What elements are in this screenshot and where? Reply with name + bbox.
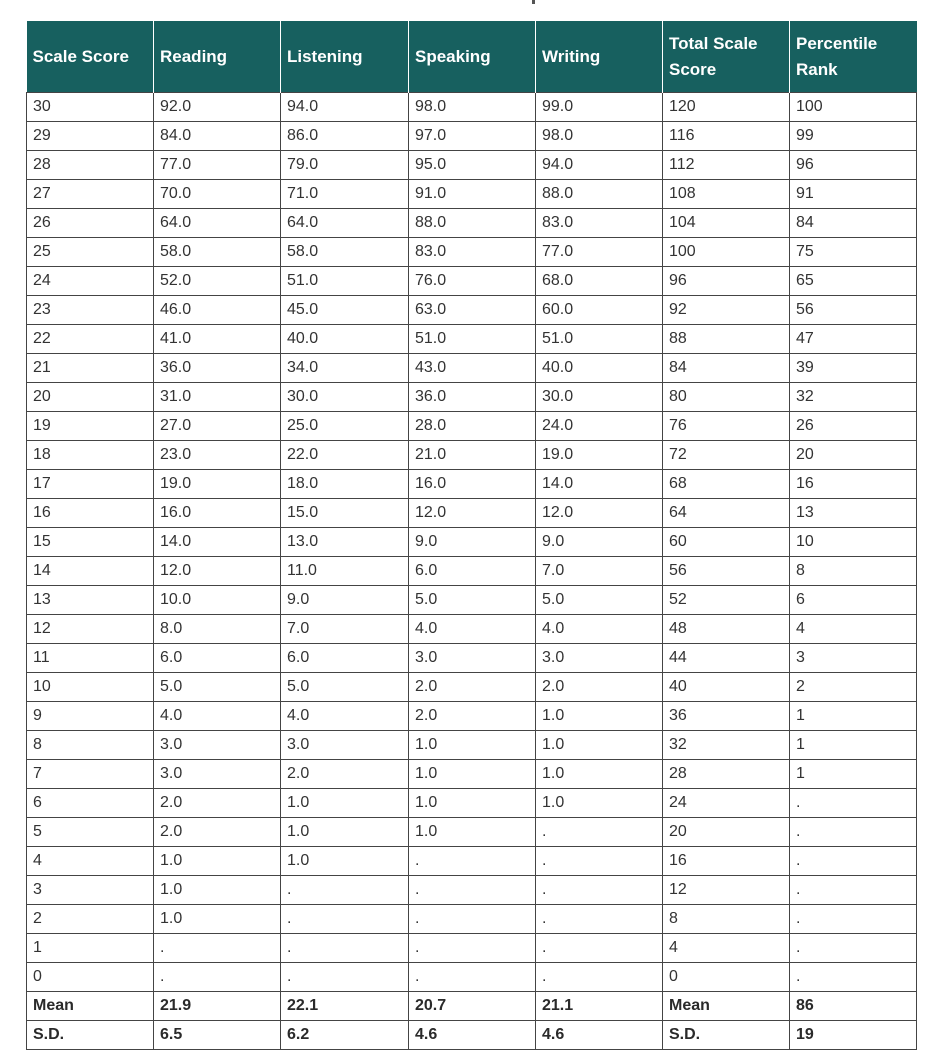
cell-writing: . bbox=[536, 847, 663, 876]
table-row bbox=[27, 412, 917, 441]
cell-writing: 3.0 bbox=[536, 644, 663, 673]
cell-speaking: 1.0 bbox=[409, 789, 536, 818]
cell-listening: 40.0 bbox=[281, 325, 409, 354]
cell-scale-score: 12 bbox=[27, 615, 154, 644]
cell-scale-score: 4 bbox=[27, 847, 154, 876]
cell-listening: 22.0 bbox=[281, 441, 409, 470]
cell-listening: 1.0 bbox=[281, 789, 409, 818]
cell-reading: 1.0 bbox=[154, 876, 281, 905]
cell-percentile-rank: 84 bbox=[790, 209, 917, 238]
table-row bbox=[27, 934, 917, 963]
cell-listening: 51.0 bbox=[281, 267, 409, 296]
cell-scale-score: 1 bbox=[27, 934, 154, 963]
cell-reading: 52.0 bbox=[154, 267, 281, 296]
summary-cell-speaking: 20.7 bbox=[409, 992, 536, 1021]
table-row bbox=[27, 557, 917, 586]
cell-scale-score: 22 bbox=[27, 325, 154, 354]
cell-percentile-rank: 91 bbox=[790, 180, 917, 209]
cell-reading: 14.0 bbox=[154, 528, 281, 557]
cell-reading: 1.0 bbox=[154, 905, 281, 934]
summary-cell-writing: 4.6 bbox=[536, 1021, 663, 1050]
cell-scale-score: 0 bbox=[27, 963, 154, 992]
cell-listening: 2.0 bbox=[281, 760, 409, 789]
summary-cell-writing: 21.1 bbox=[536, 992, 663, 1021]
cell-percentile-rank: 26 bbox=[790, 412, 917, 441]
cell-percentile-rank: 56 bbox=[790, 296, 917, 325]
cell-scale-score: 13 bbox=[27, 586, 154, 615]
cell-scale-score: 5 bbox=[27, 818, 154, 847]
table-row bbox=[27, 325, 917, 354]
cell-total-scale-score: 60 bbox=[663, 528, 790, 557]
cell-total-scale-score: 88 bbox=[663, 325, 790, 354]
cell-writing: 77.0 bbox=[536, 238, 663, 267]
cell-writing: 94.0 bbox=[536, 151, 663, 180]
cell-percentile-rank: . bbox=[790, 905, 917, 934]
table-row bbox=[27, 209, 917, 238]
cell-scale-score: 20 bbox=[27, 383, 154, 412]
cell-percentile-rank: 65 bbox=[790, 267, 917, 296]
cell-speaking: 4.0 bbox=[409, 615, 536, 644]
cell-reading: 12.0 bbox=[154, 557, 281, 586]
cell-percentile-rank: 32 bbox=[790, 383, 917, 412]
cell-reading: 58.0 bbox=[154, 238, 281, 267]
cell-scale-score: 21 bbox=[27, 354, 154, 383]
cell-percentile-rank: 13 bbox=[790, 499, 917, 528]
table-row bbox=[27, 586, 917, 615]
cell-total-scale-score: 40 bbox=[663, 673, 790, 702]
cell-speaking: 21.0 bbox=[409, 441, 536, 470]
cell-total-scale-score: 48 bbox=[663, 615, 790, 644]
table-row bbox=[27, 383, 917, 412]
table-row bbox=[27, 470, 917, 499]
cell-reading: 77.0 bbox=[154, 151, 281, 180]
cell-speaking: 83.0 bbox=[409, 238, 536, 267]
cell-reading: 31.0 bbox=[154, 383, 281, 412]
cell-total-scale-score: 72 bbox=[663, 441, 790, 470]
cell-total-scale-score: 120 bbox=[663, 93, 790, 122]
cell-total-scale-score: 8 bbox=[663, 905, 790, 934]
header-row bbox=[27, 21, 917, 93]
table-row bbox=[27, 876, 917, 905]
cell-listening: . bbox=[281, 934, 409, 963]
cell-total-scale-score: 36 bbox=[663, 702, 790, 731]
cell-writing: 12.0 bbox=[536, 499, 663, 528]
cell-reading: 5.0 bbox=[154, 673, 281, 702]
cell-writing: 2.0 bbox=[536, 673, 663, 702]
cell-listening: 1.0 bbox=[281, 818, 409, 847]
cell-writing: 51.0 bbox=[536, 325, 663, 354]
summary-row-sd bbox=[27, 1021, 917, 1050]
cell-scale-score: 2 bbox=[27, 905, 154, 934]
cell-reading: 46.0 bbox=[154, 296, 281, 325]
cell-scale-score: 10 bbox=[27, 673, 154, 702]
cell-percentile-rank: 99 bbox=[790, 122, 917, 151]
cell-scale-score: 23 bbox=[27, 296, 154, 325]
cell-listening: 25.0 bbox=[281, 412, 409, 441]
table-row bbox=[27, 528, 917, 557]
cell-writing: . bbox=[536, 934, 663, 963]
cell-total-scale-score: 32 bbox=[663, 731, 790, 760]
cell-writing: 99.0 bbox=[536, 93, 663, 122]
cell-speaking: 9.0 bbox=[409, 528, 536, 557]
cell-listening: 5.0 bbox=[281, 673, 409, 702]
table-row bbox=[27, 673, 917, 702]
cell-total-scale-score: 96 bbox=[663, 267, 790, 296]
cell-reading: 36.0 bbox=[154, 354, 281, 383]
cell-speaking: 1.0 bbox=[409, 731, 536, 760]
cell-speaking: 51.0 bbox=[409, 325, 536, 354]
cell-listening: 7.0 bbox=[281, 615, 409, 644]
cell-writing: 1.0 bbox=[536, 789, 663, 818]
cell-reading: 19.0 bbox=[154, 470, 281, 499]
table-row bbox=[27, 122, 917, 151]
cell-total-scale-score: 116 bbox=[663, 122, 790, 151]
cell-percentile-rank: 4 bbox=[790, 615, 917, 644]
cell-listening: 71.0 bbox=[281, 180, 409, 209]
summary-cell-reading: 21.9 bbox=[154, 992, 281, 1021]
summary-cell-scale-score: S.D. bbox=[27, 1021, 154, 1050]
table-row bbox=[27, 702, 917, 731]
cell-speaking: . bbox=[409, 934, 536, 963]
cell-reading: 2.0 bbox=[154, 818, 281, 847]
cell-writing: 19.0 bbox=[536, 441, 663, 470]
cell-listening: 30.0 bbox=[281, 383, 409, 412]
page-top-strip bbox=[0, 0, 939, 20]
cell-percentile-rank: 1 bbox=[790, 760, 917, 789]
cell-total-scale-score: 56 bbox=[663, 557, 790, 586]
cell-scale-score: 8 bbox=[27, 731, 154, 760]
cell-writing: 88.0 bbox=[536, 180, 663, 209]
cell-total-scale-score: 44 bbox=[663, 644, 790, 673]
cell-percentile-rank: 16 bbox=[790, 470, 917, 499]
cell-scale-score: 3 bbox=[27, 876, 154, 905]
table-row bbox=[27, 644, 917, 673]
cell-scale-score: 28 bbox=[27, 151, 154, 180]
summary-cell-listening: 6.2 bbox=[281, 1021, 409, 1050]
summary-cell-percentile-rank: 19 bbox=[790, 1021, 917, 1050]
header-percentile-rank: Percentile Rank bbox=[790, 21, 917, 93]
cell-listening: 34.0 bbox=[281, 354, 409, 383]
summary-row-mean bbox=[27, 992, 917, 1021]
cell-scale-score: 19 bbox=[27, 412, 154, 441]
cell-total-scale-score: 16 bbox=[663, 847, 790, 876]
cell-writing: 24.0 bbox=[536, 412, 663, 441]
table-row bbox=[27, 731, 917, 760]
cell-scale-score: 6 bbox=[27, 789, 154, 818]
cell-scale-score: 7 bbox=[27, 760, 154, 789]
cell-total-scale-score: 80 bbox=[663, 383, 790, 412]
cell-scale-score: 25 bbox=[27, 238, 154, 267]
header-writing: Writing bbox=[536, 21, 663, 93]
cell-percentile-rank: 3 bbox=[790, 644, 917, 673]
table-row bbox=[27, 151, 917, 180]
cell-writing: 83.0 bbox=[536, 209, 663, 238]
cell-writing: 98.0 bbox=[536, 122, 663, 151]
cell-total-scale-score: 104 bbox=[663, 209, 790, 238]
cell-total-scale-score: 108 bbox=[663, 180, 790, 209]
table-row bbox=[27, 818, 917, 847]
cell-writing: 40.0 bbox=[536, 354, 663, 383]
cell-scale-score: 16 bbox=[27, 499, 154, 528]
header-reading: Reading bbox=[154, 21, 281, 93]
table-row bbox=[27, 180, 917, 209]
cell-scale-score: 29 bbox=[27, 122, 154, 151]
cell-percentile-rank: 2 bbox=[790, 673, 917, 702]
summary-cell-scale-score: Mean bbox=[27, 992, 154, 1021]
header-scale-score: Scale Score bbox=[27, 21, 154, 93]
cell-speaking: . bbox=[409, 905, 536, 934]
cell-percentile-rank: 6 bbox=[790, 586, 917, 615]
cell-speaking: 2.0 bbox=[409, 673, 536, 702]
cell-listening: 15.0 bbox=[281, 499, 409, 528]
cell-total-scale-score: 100 bbox=[663, 238, 790, 267]
table-row bbox=[27, 963, 917, 992]
table-row bbox=[27, 267, 917, 296]
cell-percentile-rank: . bbox=[790, 847, 917, 876]
table-row bbox=[27, 499, 917, 528]
cell-speaking: 91.0 bbox=[409, 180, 536, 209]
cell-writing: 7.0 bbox=[536, 557, 663, 586]
cell-reading: 8.0 bbox=[154, 615, 281, 644]
cell-listening: 64.0 bbox=[281, 209, 409, 238]
cell-reading: 10.0 bbox=[154, 586, 281, 615]
cell-scale-score: 27 bbox=[27, 180, 154, 209]
cell-writing: 5.0 bbox=[536, 586, 663, 615]
table-row bbox=[27, 296, 917, 325]
table-row bbox=[27, 615, 917, 644]
cell-listening: 79.0 bbox=[281, 151, 409, 180]
cell-percentile-rank: . bbox=[790, 818, 917, 847]
cell-listening: 86.0 bbox=[281, 122, 409, 151]
cell-reading: 3.0 bbox=[154, 760, 281, 789]
cell-total-scale-score: 76 bbox=[663, 412, 790, 441]
summary-cell-total-scale-score: S.D. bbox=[663, 1021, 790, 1050]
table-row bbox=[27, 847, 917, 876]
cell-percentile-rank: 8 bbox=[790, 557, 917, 586]
cell-percentile-rank: 1 bbox=[790, 731, 917, 760]
cell-writing: 9.0 bbox=[536, 528, 663, 557]
cell-reading: . bbox=[154, 963, 281, 992]
cell-writing: 1.0 bbox=[536, 731, 663, 760]
cell-speaking: 28.0 bbox=[409, 412, 536, 441]
cell-percentile-rank: 47 bbox=[790, 325, 917, 354]
header-speaking: Speaking bbox=[409, 21, 536, 93]
cell-scale-score: 11 bbox=[27, 644, 154, 673]
cell-writing: 14.0 bbox=[536, 470, 663, 499]
cell-writing: 1.0 bbox=[536, 760, 663, 789]
cell-listening: 94.0 bbox=[281, 93, 409, 122]
cell-reading: 3.0 bbox=[154, 731, 281, 760]
cell-total-scale-score: 112 bbox=[663, 151, 790, 180]
cell-scale-score: 24 bbox=[27, 267, 154, 296]
cell-speaking: 6.0 bbox=[409, 557, 536, 586]
cell-speaking: 3.0 bbox=[409, 644, 536, 673]
cell-total-scale-score: 28 bbox=[663, 760, 790, 789]
cell-speaking: 1.0 bbox=[409, 760, 536, 789]
cell-speaking: . bbox=[409, 876, 536, 905]
cell-speaking: 76.0 bbox=[409, 267, 536, 296]
cell-listening: . bbox=[281, 905, 409, 934]
cell-percentile-rank: . bbox=[790, 963, 917, 992]
top-crop-mark bbox=[532, 0, 535, 4]
cell-total-scale-score: 52 bbox=[663, 586, 790, 615]
score-conversion-table bbox=[26, 21, 917, 1050]
cell-percentile-rank: 10 bbox=[790, 528, 917, 557]
cell-reading: 6.0 bbox=[154, 644, 281, 673]
cell-speaking: 12.0 bbox=[409, 499, 536, 528]
cell-reading: 4.0 bbox=[154, 702, 281, 731]
cell-total-scale-score: 84 bbox=[663, 354, 790, 383]
cell-writing: 30.0 bbox=[536, 383, 663, 412]
cell-listening: 6.0 bbox=[281, 644, 409, 673]
cell-writing: . bbox=[536, 876, 663, 905]
table-row bbox=[27, 238, 917, 267]
summary-cell-reading: 6.5 bbox=[154, 1021, 281, 1050]
cell-scale-score: 15 bbox=[27, 528, 154, 557]
cell-reading: 23.0 bbox=[154, 441, 281, 470]
cell-percentile-rank: 1 bbox=[790, 702, 917, 731]
cell-writing: 68.0 bbox=[536, 267, 663, 296]
cell-listening: 3.0 bbox=[281, 731, 409, 760]
cell-speaking: . bbox=[409, 847, 536, 876]
cell-scale-score: 26 bbox=[27, 209, 154, 238]
cell-listening: . bbox=[281, 963, 409, 992]
summary-cell-listening: 22.1 bbox=[281, 992, 409, 1021]
cell-scale-score: 17 bbox=[27, 470, 154, 499]
cell-writing: . bbox=[536, 818, 663, 847]
cell-writing: 1.0 bbox=[536, 702, 663, 731]
cell-listening: . bbox=[281, 876, 409, 905]
summary-cell-percentile-rank: 86 bbox=[790, 992, 917, 1021]
cell-percentile-rank: 75 bbox=[790, 238, 917, 267]
header-listening: Listening bbox=[281, 21, 409, 93]
cell-listening: 4.0 bbox=[281, 702, 409, 731]
summary-cell-speaking: 4.6 bbox=[409, 1021, 536, 1050]
cell-total-scale-score: 68 bbox=[663, 470, 790, 499]
cell-speaking: 95.0 bbox=[409, 151, 536, 180]
cell-percentile-rank: 96 bbox=[790, 151, 917, 180]
table-row bbox=[27, 441, 917, 470]
header-total-scale-score: Total Scale Score bbox=[663, 21, 790, 93]
cell-speaking: 98.0 bbox=[409, 93, 536, 122]
cell-total-scale-score: 0 bbox=[663, 963, 790, 992]
cell-reading: 64.0 bbox=[154, 209, 281, 238]
cell-speaking: 97.0 bbox=[409, 122, 536, 151]
cell-total-scale-score: 20 bbox=[663, 818, 790, 847]
cell-speaking: 36.0 bbox=[409, 383, 536, 412]
cell-reading: 1.0 bbox=[154, 847, 281, 876]
table-row bbox=[27, 354, 917, 383]
cell-speaking: 63.0 bbox=[409, 296, 536, 325]
table-row bbox=[27, 905, 917, 934]
cell-reading: 92.0 bbox=[154, 93, 281, 122]
cell-reading: 70.0 bbox=[154, 180, 281, 209]
cell-writing: 60.0 bbox=[536, 296, 663, 325]
cell-listening: 18.0 bbox=[281, 470, 409, 499]
cell-reading: 84.0 bbox=[154, 122, 281, 151]
cell-speaking: 16.0 bbox=[409, 470, 536, 499]
cell-speaking: 1.0 bbox=[409, 818, 536, 847]
cell-percentile-rank: . bbox=[790, 934, 917, 963]
cell-listening: 1.0 bbox=[281, 847, 409, 876]
cell-total-scale-score: 92 bbox=[663, 296, 790, 325]
cell-reading: 27.0 bbox=[154, 412, 281, 441]
cell-listening: 13.0 bbox=[281, 528, 409, 557]
table-row bbox=[27, 760, 917, 789]
cell-percentile-rank: 39 bbox=[790, 354, 917, 383]
cell-reading: 16.0 bbox=[154, 499, 281, 528]
cell-scale-score: 9 bbox=[27, 702, 154, 731]
cell-listening: 45.0 bbox=[281, 296, 409, 325]
cell-speaking: 88.0 bbox=[409, 209, 536, 238]
cell-writing: 4.0 bbox=[536, 615, 663, 644]
cell-speaking: 2.0 bbox=[409, 702, 536, 731]
cell-scale-score: 14 bbox=[27, 557, 154, 586]
cell-writing: . bbox=[536, 905, 663, 934]
cell-listening: 11.0 bbox=[281, 557, 409, 586]
cell-reading: 41.0 bbox=[154, 325, 281, 354]
cell-scale-score: 30 bbox=[27, 93, 154, 122]
cell-percentile-rank: . bbox=[790, 876, 917, 905]
cell-scale-score: 18 bbox=[27, 441, 154, 470]
cell-speaking: . bbox=[409, 963, 536, 992]
cell-percentile-rank: . bbox=[790, 789, 917, 818]
cell-speaking: 5.0 bbox=[409, 586, 536, 615]
cell-reading: . bbox=[154, 934, 281, 963]
cell-total-scale-score: 64 bbox=[663, 499, 790, 528]
cell-total-scale-score: 12 bbox=[663, 876, 790, 905]
cell-listening: 58.0 bbox=[281, 238, 409, 267]
cell-writing: . bbox=[536, 963, 663, 992]
summary-cell-total-scale-score: Mean bbox=[663, 992, 790, 1021]
cell-total-scale-score: 4 bbox=[663, 934, 790, 963]
cell-total-scale-score: 24 bbox=[663, 789, 790, 818]
cell-percentile-rank: 20 bbox=[790, 441, 917, 470]
cell-percentile-rank: 100 bbox=[790, 93, 917, 122]
table-row bbox=[27, 93, 917, 122]
cell-reading: 2.0 bbox=[154, 789, 281, 818]
cell-speaking: 43.0 bbox=[409, 354, 536, 383]
table-row bbox=[27, 789, 917, 818]
cell-listening: 9.0 bbox=[281, 586, 409, 615]
